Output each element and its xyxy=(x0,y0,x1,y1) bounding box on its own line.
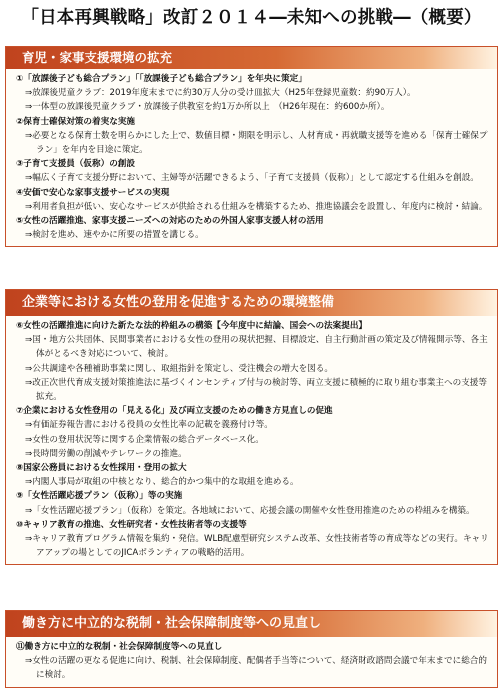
item-detail: ⇒一体型の放課後児童クラブ・放課後子供教室を約1万か所以上 （H26年現在：約600か所）。 xyxy=(25,102,390,113)
item-title: ⑧国家公務員における女性採用・登用の拡大 xyxy=(16,463,187,474)
item-detail: ⇒国・地方公共団体、民間事業者における女性の登用の現状把握、目標設定、自主行動計画の策定及び情報開示等、各主体がとるべき対応について、検討。 xyxy=(25,335,488,360)
item-title: ④安価で安心な家事支援サービスの実現 xyxy=(16,187,170,198)
item-title: ②保育士確保対策の着実な実施 xyxy=(16,116,135,127)
item-title: ⑥女性の活躍推進に向けた新たな法的枠組みの構築【今年度中に結論、国会への法案提出】 xyxy=(16,321,368,331)
section-body xyxy=(6,637,497,687)
item-detail: ⇒利用者負担が低い、安心なサービスが供給される仕組みを構築するため、推進協議会を設置し、年度内に検討・結論。 xyxy=(25,201,488,212)
item-detail: ⇒幅広く子育て支援分野において、主婦等が活躍できるよう、「子育て支援員（仮称）」として認定する仕組みを創設。 xyxy=(25,173,479,184)
item-title: ⑦企業における女性登用の「見える化」及び両立支援のための働き方見直しの促進 xyxy=(16,406,333,417)
item-detail: ⇒「女性活躍応援プラン」（仮称）を策定。各地域において、応援会議の開催や女性登用推進のための枠組みを構築。 xyxy=(25,505,475,516)
item-title: ⑪働き方に中立的な税制・社会保障制度等への見直し xyxy=(16,642,223,652)
section-corporate xyxy=(5,289,498,565)
section-tax-social xyxy=(5,610,498,688)
item-detail: ⇒有価証券報告書における役員の女性比率の記載を義務付け等。 xyxy=(25,420,273,431)
item-detail: ⇒長時間労働の削減やテレワークの推進。 xyxy=(25,448,187,459)
section-childcare xyxy=(5,46,498,247)
section-body xyxy=(6,69,497,246)
item-detail: ⇒公共調達や各種補助事業に関し、取組指針を策定し、受注機会の増大を図る。 xyxy=(25,363,333,374)
section-body xyxy=(6,316,497,564)
section-heading: 育児・家事支援環境の拡充 xyxy=(6,47,497,69)
item-title: ①「放課後子ども総合プラン」「「放課後子ども総合プラン」を年央に策定」 xyxy=(16,74,307,84)
page-title: 「日本再興戦略」改訂２０１４―未知への挑戦―（概要） xyxy=(21,8,482,28)
item-detail: ⇒女性の登用状況等に関する企業情報の総合データベース化。 xyxy=(25,434,264,445)
section-heading: 働き方に中立的な税制・社会保障制度等への見直し xyxy=(6,611,497,637)
item-detail: ⇒キャリア教育プログラム情報を集約・発信。WLB配慮型研究システム改革、女性技術者等の育成等などの実行。キャリアアップの場としてのJICAボランティアの戦略的活用。 xyxy=(25,534,489,559)
item-title: ⑨「女性活躍応援プラン（仮称）」等の実施 xyxy=(16,491,183,502)
item-detail: ⇒女性の活躍の更なる促進に向け、税制、社会保障制度、配偶者手当等について、経済財政諮問会議で年末までに総合的に検討。 xyxy=(25,656,487,681)
item-detail: ⇒放課後児童クラブ：2019年度末までに約30万人分の受け皿拡大（H25年登録児童数：約90万人）。 xyxy=(25,88,416,99)
item-title: ⑤女性の活躍推進、家事支援ニーズへの対応のための外国人家事支援人材の活用 xyxy=(16,216,324,227)
item-detail: ⇒必要となる保育士数を明らかにした上で、数値目標・期限を明示し、人材育成・再就職支援等を進める「保育士確保プラン」を年内を目途に策定。 xyxy=(25,130,488,156)
item-detail: ⇒改正次世代育成支援対策推進法に基づくインセンティブ付与の検討等、両立支援に積極的に取り組む事業主への支援等拡充。 xyxy=(25,377,487,403)
item-detail: ⇒検討を進め、速やかに所要の措置を講じる。 xyxy=(25,230,204,241)
section-heading: 企業等における女性の登用を促進するための環境整備 xyxy=(6,290,497,316)
item-title: ③子育て支援員（仮称）の創設 xyxy=(16,159,135,170)
item-title: ⑩キャリア教育の推進、女性研究者・女性技術者等の支援等 xyxy=(16,519,247,530)
item-detail: ⇒内閣人事局が取組の中核となり、総合的かつ集中的な取組を進める。 xyxy=(25,477,299,488)
